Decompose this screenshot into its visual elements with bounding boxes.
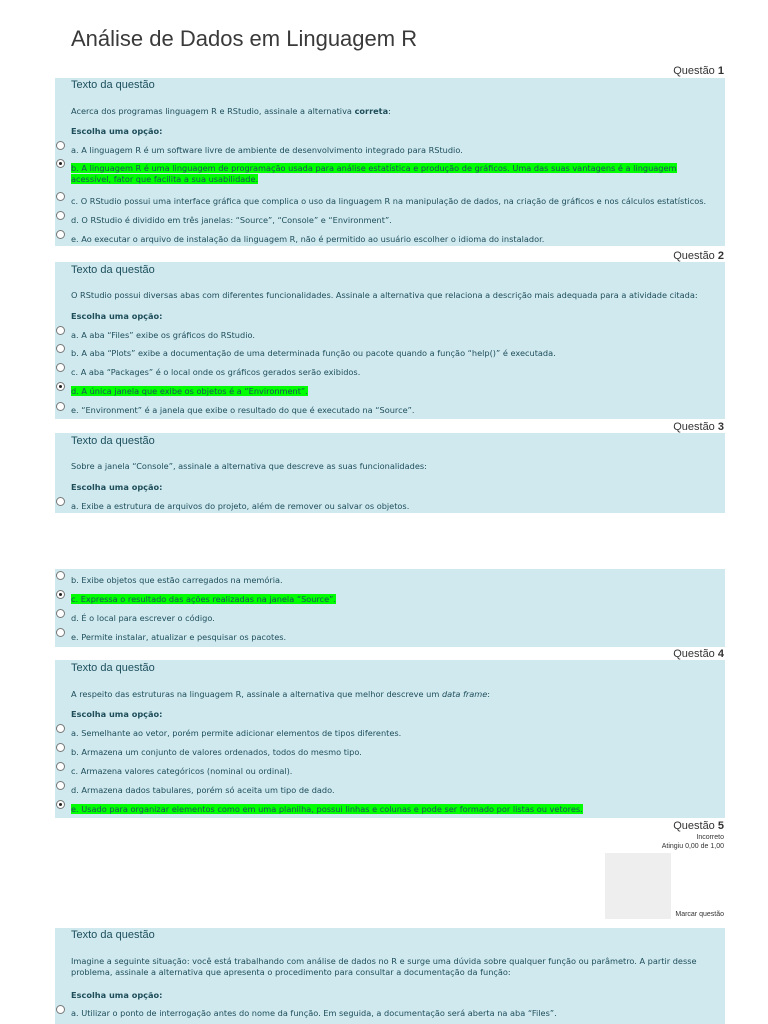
q2-option-c-radio[interactable] xyxy=(56,363,65,372)
question-number-1 xyxy=(673,65,724,77)
q2-option-d-radio[interactable] xyxy=(56,382,65,391)
q4-option-b-radio[interactable] xyxy=(56,743,65,752)
question-status: Incorreto xyxy=(696,834,724,841)
question-word: Questão xyxy=(673,421,715,433)
q3-option-e[interactable]: e. Permite instalar, atualizar e pesquisar os pacotes. xyxy=(71,632,287,642)
question-number-value: 4 xyxy=(717,648,724,660)
question-text-header: Texto da questão xyxy=(71,79,155,91)
q3-option-c-radio[interactable] xyxy=(56,590,65,599)
question-3-stem: Sobre a janela “Console”, assinale a alternativa que descreve as suas funcionalidades: xyxy=(71,461,427,471)
choose-option-label: Escolha uma opção: xyxy=(71,126,163,136)
q1-option-b-radio[interactable] xyxy=(56,159,65,168)
q4-option-a-radio[interactable] xyxy=(56,724,65,733)
question-number-4 xyxy=(673,648,724,660)
q2-option-c[interactable]: c. A aba “Packages” é o local onde os gráficos gerados serão exibidos. xyxy=(71,367,361,377)
q1-option-c[interactable]: c. O RStudio possui uma interface gráfica que complica o uso da linguagem R na manipulação de dados, na criação de gráficos e nos cálculos estatísticos. xyxy=(71,196,707,206)
question-number-5 xyxy=(673,820,724,832)
q5-option-a[interactable]: a. Utilizar o ponto de interrogação antes do nome da função. Em seguida, a documentação será aberta na aba “Files”. xyxy=(71,1008,557,1018)
question-number-value: 5 xyxy=(717,820,724,832)
question-text-header: Texto da questão xyxy=(71,929,155,941)
question-word: Questão xyxy=(673,65,715,77)
question-text-header: Texto da questão xyxy=(71,264,155,276)
q3-option-c[interactable]: c. Expressa o resultado das ações realizadas na janela “Source”. xyxy=(71,594,337,604)
q3-option-d[interactable]: d. É o local para escrever o código. xyxy=(71,613,215,623)
q5-option-a-radio[interactable] xyxy=(56,1005,65,1014)
q4-option-c-radio[interactable] xyxy=(56,762,65,771)
question-number-2 xyxy=(673,250,724,262)
question-text-header: Texto da questão xyxy=(71,435,155,447)
q1-option-b[interactable]: b. A linguagem R é uma linguagem de programação usada para análise estatística e produção de gráficos. Uma das suas vantagens é a linguagem acessível, fator que facilita a sua usabilidade. xyxy=(71,163,677,184)
q2-option-e-radio[interactable] xyxy=(56,402,65,411)
q2-option-a-radio[interactable] xyxy=(56,326,65,335)
q1-option-a[interactable]: a. A linguagem R é um software livre de ambiente de desenvolvimento integrado para RStudio. xyxy=(71,145,463,155)
question-word: Questão xyxy=(673,250,715,262)
choose-option-label: Escolha uma opção: xyxy=(71,990,163,1000)
q3-option-b-radio[interactable] xyxy=(56,571,65,580)
question-4-stem: A respeito das estruturas na linguagem R, assinale a alternativa que melhor descreve um data frame: xyxy=(71,689,491,699)
q3-option-a[interactable]: a. Exibe a estrutura de arquivos do projeto, além de remover ou salvar os objetos. xyxy=(71,501,410,511)
flag-question-box[interactable] xyxy=(605,853,671,919)
question-text-header: Texto da questão xyxy=(71,662,155,674)
q4-option-d[interactable]: d. Armazena dados tabulares, porém só aceita um tipo de dado. xyxy=(71,785,335,795)
q4-option-a[interactable]: a. Semelhante ao vetor, porém permite adicionar elementos de tipos diferentes. xyxy=(71,728,402,738)
q1-option-d-radio[interactable] xyxy=(56,211,65,220)
q4-option-e-radio[interactable] xyxy=(56,800,65,809)
question-number-value: 2 xyxy=(717,250,724,262)
q4-option-d-radio[interactable] xyxy=(56,781,65,790)
question-number-value: 1 xyxy=(717,65,724,77)
question-word: Questão xyxy=(673,820,715,832)
q1-option-c-radio[interactable] xyxy=(56,192,65,201)
q3-option-b[interactable]: b. Exibe objetos que estão carregados na memória. xyxy=(71,575,283,585)
question-5-stem: Imagine a seguinte situação: você está trabalhando com análise de dados no R e surge uma dúvida sobre qualquer função ou parâmetro. A partir desse problema, assinale a alternativa que apresenta o procedimento para consultar a documentação da função: xyxy=(71,956,697,977)
q1-option-d[interactable]: d. O RStudio é dividido em três janelas: “Source”, “Console” e “Environment”. xyxy=(71,215,392,225)
page-title: Análise de Dados em Linguagem R xyxy=(71,26,418,51)
q3-option-d-radio[interactable] xyxy=(56,609,65,618)
q1-option-a-radio[interactable] xyxy=(56,141,65,150)
choose-option-label: Escolha uma opção: xyxy=(71,709,163,719)
q2-option-b-radio[interactable] xyxy=(56,344,65,353)
choose-option-label: Escolha uma opção: xyxy=(71,311,163,321)
choose-option-label: Escolha uma opção: xyxy=(71,482,163,492)
q2-option-e[interactable]: e. “Environment” é a janela que exibe o resultado do que é executado na “Source”. xyxy=(71,405,415,415)
question-number-value: 3 xyxy=(717,421,724,433)
q1-option-e-radio[interactable] xyxy=(56,230,65,239)
q4-option-b[interactable]: b. Armazena um conjunto de valores ordenados, todos do mesmo tipo. xyxy=(71,747,362,757)
question-1-stem: Acerca dos programas linguagem R e RStudio, assinale a alternativa correta: xyxy=(71,106,391,116)
question-number-3 xyxy=(673,421,724,433)
flag-question-link[interactable]: Marcar questão xyxy=(675,911,724,918)
q3-option-e-radio[interactable] xyxy=(56,628,65,637)
question-word: Questão xyxy=(673,648,715,660)
question-grade: Atingiu 0,00 de 1,00 xyxy=(661,843,724,850)
q2-option-a[interactable]: a. A aba “Files” exibe os gráficos do RStudio. xyxy=(71,330,255,340)
q2-option-b[interactable]: b. A aba “Plots” exibe a documentação de uma determinada função ou pacote quando a função “help()” é executada. xyxy=(71,348,556,358)
q1-option-e[interactable]: e. Ao executar o arquivo de instalação da linguagem R, não é permitido ao usuário escolher o idioma do instalador. xyxy=(71,234,545,244)
q4-option-c[interactable]: c. Armazena valores categóricos (nominal ou ordinal). xyxy=(71,766,293,776)
q3-option-a-radio[interactable] xyxy=(56,497,65,506)
q2-option-d[interactable]: d. A única janela que exibe os objetos é a “Environment”. xyxy=(71,386,308,396)
q4-option-e[interactable]: e. Usado para organizar elementos como em uma planilha, possui linhas e colunas e pode ser formado por listas ou vetores. xyxy=(71,804,583,814)
question-2-stem: O RStudio possui diversas abas com diferentes funcionalidades. Assinale a alternativa que relaciona a descrição mais adequada para a atividade citada: xyxy=(71,290,698,300)
